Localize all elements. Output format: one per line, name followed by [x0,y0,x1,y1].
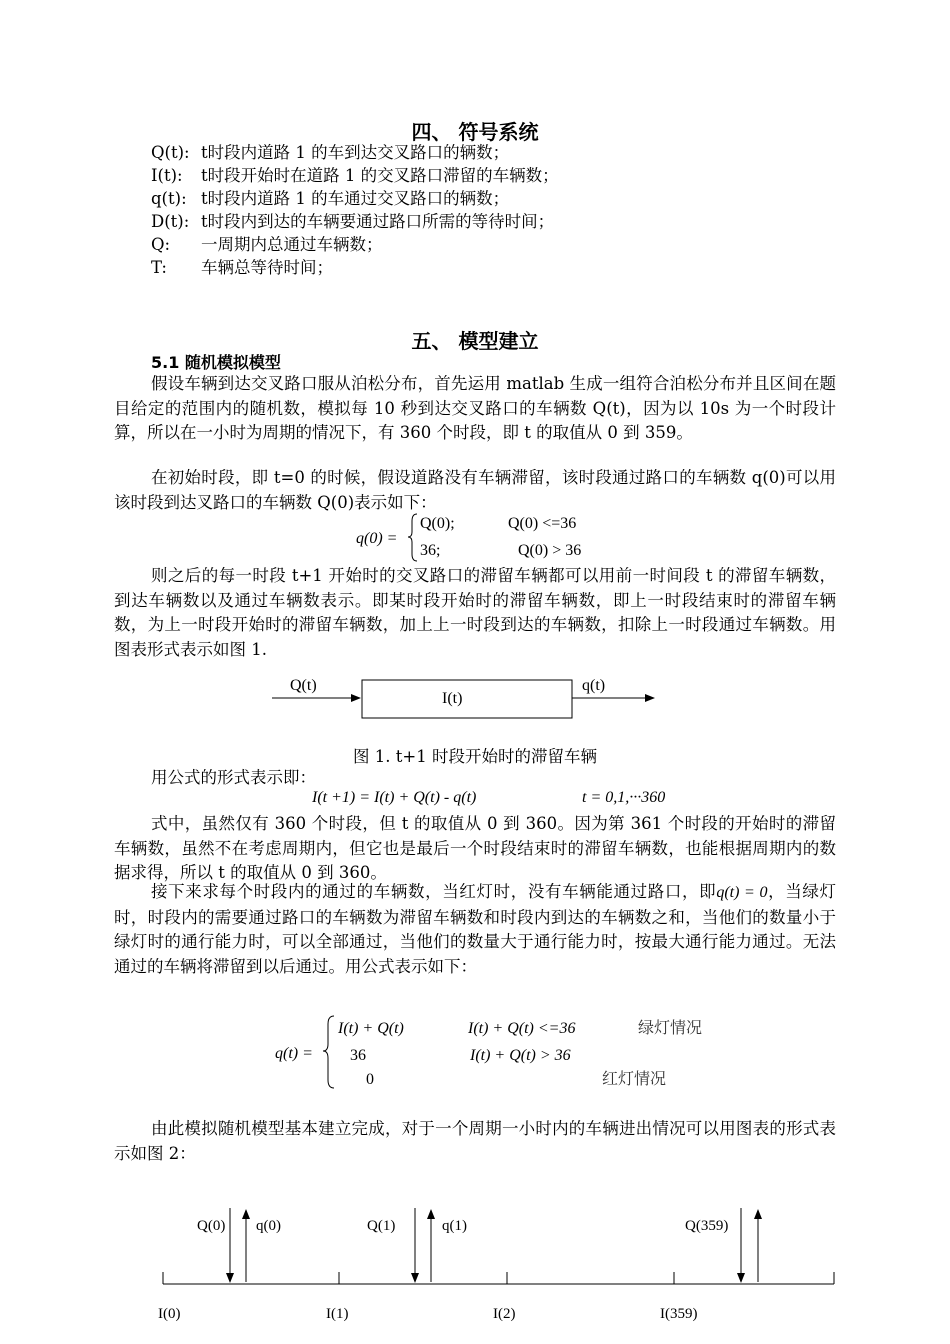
eq3-case3-expr: 0 [366,1071,374,1088]
fig1-box-label: I(t) [442,690,463,707]
symbol-term: q(t): [151,189,187,208]
eq3-case1-expr: I(t) + Q(t) [338,1020,404,1037]
symbol-description: t时段内道路 1 的车通过交叉路口的辆数； [201,189,510,208]
p6-inline-math: q(t) = 0 [716,884,768,901]
tick-label-i1: I(1) [326,1306,349,1322]
eq1-case1-cond: Q(0) <=36 [508,515,577,532]
symbol-item [151,256,333,279]
symbol-item [151,187,509,210]
equation-balance: I(t +1) = I(t) + Q(t) - q(t) [312,789,477,806]
symbol-item [151,141,509,164]
symbol-item [151,164,559,187]
eq1-case2-cond: Q(0) > 36 [518,542,582,559]
eq3-red-note: 红灯情况 [602,1071,667,1088]
fig1-in-label: Q(t) [290,677,317,694]
arrival-label-q0: Q(0) [197,1218,226,1234]
symbol-term: Q: [151,235,171,254]
fig1-box [362,680,572,718]
tick-label-i359: I(359) [660,1306,698,1322]
p6-text-before: 接下来求每个时段内的通过的车辆数，当红灯时，没有车辆能通过路口，即 [151,882,717,901]
arrival-label-q1: Q(1) [367,1218,396,1234]
symbol-description: t时段内道路 1 的车到达交叉路口的辆数； [201,143,510,162]
paragraph-7: 由此模拟随机模型基本建立完成，对于一个周期一小时内的车辆进出情况可以用图表的形式表示如图 2： [114,1119,836,1163]
eq3-case2-expr: 36 [350,1047,366,1064]
figure-1 [260,670,680,730]
symbol-item [151,210,554,233]
paragraph-6 [114,880,836,979]
fig1-out-label: q(t) [582,677,606,694]
eq3-brace [323,1016,334,1088]
symbol-item [151,233,383,256]
p6-text-after: ，当绿灯时，时段内的需要通过路口的车辆数为滞留车辆数和时段内到达的车辆数之和，当他们的数量小于绿灯时的通行能力时，可以全部通过，当他们的数量大于通行能力时，按最大通行能力通过。无法通过的车辆将滞留到以后通过。用公式表示如下： [114,882,837,976]
figure-2 [150,1200,850,1330]
symbol-description: t时段开始时在道路 1 的交叉路口滞留的车辆数； [201,166,559,185]
eq3-green-note: 绿灯情况 [638,1020,703,1037]
symbol-term: T: [151,258,167,277]
eq1-case1-expr: Q(0); [420,515,455,532]
departure-label-q1: q(1) [442,1218,467,1234]
departure-label-q0: q(0) [256,1218,281,1234]
eq3-lhs: q(t) = [275,1045,313,1062]
subsection-title: 5.1 随机模拟模型 [151,353,281,372]
symbol-description: t时段内到达的车辆要通过路口所需的等待时间； [201,212,555,231]
symbol-term: I(t): [151,166,183,185]
equation-qt [270,1010,730,1094]
eq1-case2-expr: 36; [420,542,441,559]
tick-label-i2: I(2) [493,1306,516,1322]
figure-1-caption: 图 1. t+1 时段开始时的滞留车辆 [353,747,597,766]
eq1-lhs: q(0) = [356,530,398,547]
equation-q0 [340,508,640,566]
tick-label-i0: I(0) [158,1306,181,1322]
eq1-brace [408,514,417,561]
arrival-label-q359: Q(359) [685,1218,729,1234]
eq3-case1-cond: I(t) + Q(t) <=36 [468,1020,576,1037]
section-5-title: 五、 模型建立 [411,329,539,353]
eq3-case2-cond: I(t) + Q(t) > 36 [470,1047,571,1064]
symbol-description: 车辆总等待时间； [201,258,333,277]
equation-balance-range: t = 0,1,···360 [582,789,666,806]
symbol-term: Q(t): [151,143,190,162]
symbol-term: D(t): [151,212,190,231]
paragraph-4: 用公式的形式表示即： [151,768,316,787]
symbol-description: 一周期内总通过车辆数； [201,235,383,254]
section-4-title: 四、 符号系统 [411,120,539,144]
paragraph-2: 在初始时段，即 t=0 的时候，假设道路没有车辆滞留，该时段通过路口的车辆数 q(0)可以用该时段到达叉路口的车辆数 Q(0)表示如下： [114,468,836,512]
paragraph-5: 式中，虽然仅有 360 个时段，但 t 的取值从 0 到 360。因为第 361 个时段的开始时的滞留车辆数，虽然不在考虑周期内，但它也是最后一个时段结束时的滞留车辆数，也能根据周期内的数据求得，所以 t 的取值从 0 到 360。 [114,814,836,882]
paragraph-1: 假设车辆到达交叉路口服从泊松分布，首先运用 matlab 生成一组符合泊松分布并且区间在题目给定的范围内的随机数，模拟每 10 秒到达交叉路口的车辆数 Q(t)，因为以 10s 为一个时段计算，所以在一小时为周期的情况下，有 360 个时段，即 t 的取值从 0 到 359。 [114,374,836,442]
paragraph-3: 则之后的每一时段 t+1 开始时的交叉路口的滞留车辆都可以用前一时间段 t 的滞留车辆数，到达车辆数以及通过车辆数表示。即某时段开始时的滞留车辆数，即上一时段结束时的滞留车辆数，为上一时段开始时的滞留车辆数，加上上一时段到达的车辆数，扣除上一时段通过车辆数。用图表形式表示如图 1. [114,566,836,659]
